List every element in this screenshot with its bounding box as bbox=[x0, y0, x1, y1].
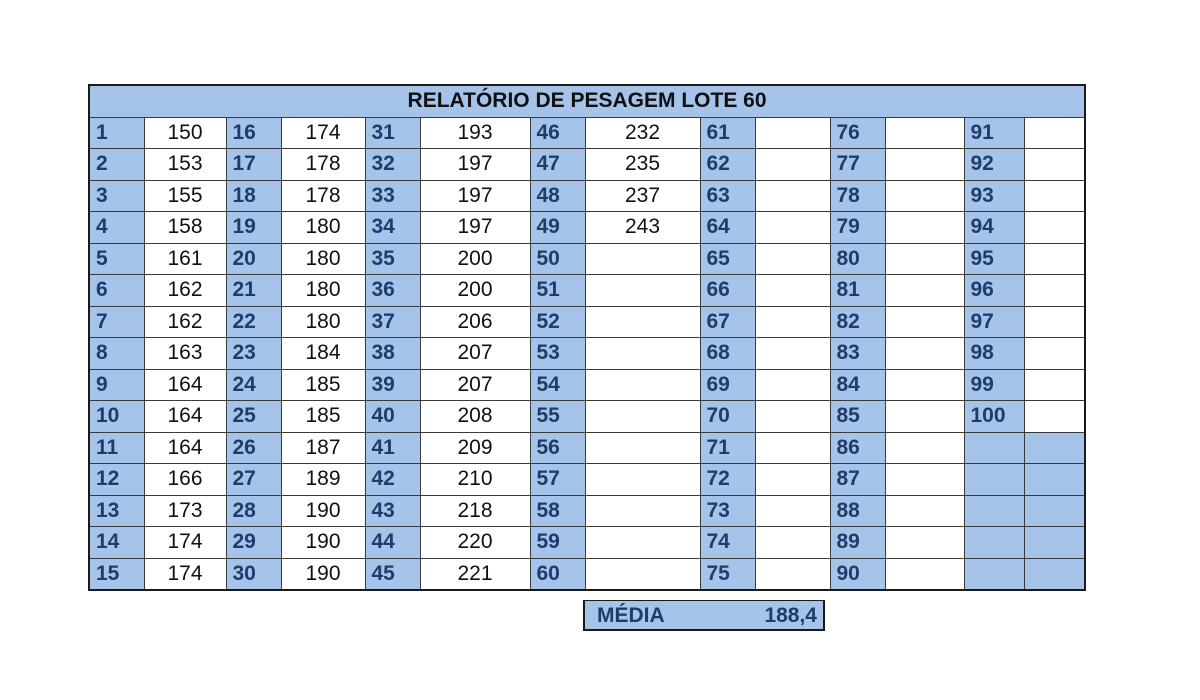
weight-cell: 162 bbox=[144, 275, 226, 307]
weight-cell: 243 bbox=[585, 212, 700, 244]
weight-cell bbox=[885, 275, 964, 307]
animal-number-cell: 41 bbox=[365, 432, 420, 464]
weight-cell: 180 bbox=[281, 243, 365, 275]
average-label: MÉDIA bbox=[597, 604, 665, 627]
weight-cell: 235 bbox=[585, 149, 700, 181]
animal-number-cell: 21 bbox=[226, 275, 281, 307]
weight-cell: 197 bbox=[420, 212, 530, 244]
animal-number-cell: 38 bbox=[365, 338, 420, 370]
animal-number-cell: 92 bbox=[964, 149, 1024, 181]
weight-cell: 150 bbox=[144, 117, 226, 149]
animal-number-cell: 80 bbox=[830, 243, 885, 275]
weight-cell bbox=[585, 369, 700, 401]
weight-cell bbox=[1024, 464, 1085, 496]
animal-number-cell: 100 bbox=[964, 401, 1024, 433]
animal-number-cell: 58 bbox=[530, 495, 585, 527]
weight-cell: 158 bbox=[144, 212, 226, 244]
table-row bbox=[89, 212, 1085, 244]
weight-cell bbox=[1024, 338, 1085, 370]
weight-cell bbox=[755, 243, 830, 275]
weight-cell: 180 bbox=[281, 275, 365, 307]
weight-cell bbox=[885, 464, 964, 496]
animal-number-cell: 22 bbox=[226, 306, 281, 338]
animal-number-cell: 11 bbox=[89, 432, 144, 464]
animal-number-cell: 27 bbox=[226, 464, 281, 496]
table-row bbox=[89, 306, 1085, 338]
animal-number-cell: 47 bbox=[530, 149, 585, 181]
animal-number-cell: 84 bbox=[830, 369, 885, 401]
animal-number-cell: 99 bbox=[964, 369, 1024, 401]
weight-cell bbox=[755, 275, 830, 307]
weight-cell bbox=[755, 212, 830, 244]
table-row bbox=[89, 432, 1085, 464]
weight-cell: 190 bbox=[281, 527, 365, 559]
table-row bbox=[89, 495, 1085, 527]
animal-number-cell: 39 bbox=[365, 369, 420, 401]
animal-number-cell: 14 bbox=[89, 527, 144, 559]
animal-number-cell: 23 bbox=[226, 338, 281, 370]
weight-cell: 207 bbox=[420, 369, 530, 401]
animal-number-cell: 57 bbox=[530, 464, 585, 496]
weight-cell: 184 bbox=[281, 338, 365, 370]
report-title: RELATÓRIO DE PESAGEM LOTE 60 bbox=[89, 85, 1085, 117]
weight-cell bbox=[1024, 306, 1085, 338]
weight-cell bbox=[1024, 527, 1085, 559]
animal-number-cell: 98 bbox=[964, 338, 1024, 370]
animal-number-cell: 25 bbox=[226, 401, 281, 433]
animal-number-cell: 52 bbox=[530, 306, 585, 338]
weight-cell: 161 bbox=[144, 243, 226, 275]
animal-number-cell: 13 bbox=[89, 495, 144, 527]
animal-number-cell: 62 bbox=[700, 149, 755, 181]
animal-number-cell: 79 bbox=[830, 212, 885, 244]
weight-cell bbox=[755, 369, 830, 401]
weight-cell bbox=[585, 464, 700, 496]
table-row bbox=[89, 401, 1085, 433]
animal-number-cell: 71 bbox=[700, 432, 755, 464]
table-row bbox=[89, 180, 1085, 212]
animal-number-cell: 46 bbox=[530, 117, 585, 149]
animal-number-cell: 12 bbox=[89, 464, 144, 496]
weight-cell bbox=[885, 527, 964, 559]
weight-cell: 190 bbox=[281, 558, 365, 590]
weight-cell bbox=[885, 338, 964, 370]
weight-cell: 237 bbox=[585, 180, 700, 212]
animal-number-cell: 53 bbox=[530, 338, 585, 370]
animal-number-cell: 29 bbox=[226, 527, 281, 559]
animal-number-cell: 87 bbox=[830, 464, 885, 496]
animal-number-cell: 95 bbox=[964, 243, 1024, 275]
weight-cell bbox=[755, 306, 830, 338]
animal-number-cell: 96 bbox=[964, 275, 1024, 307]
weight-cell: 210 bbox=[420, 464, 530, 496]
animal-number-cell: 34 bbox=[365, 212, 420, 244]
animal-number-cell: 48 bbox=[530, 180, 585, 212]
weight-cell: 206 bbox=[420, 306, 530, 338]
weight-cell bbox=[585, 558, 700, 590]
weight-cell: 180 bbox=[281, 306, 365, 338]
animal-number-cell: 20 bbox=[226, 243, 281, 275]
weight-cell: 178 bbox=[281, 149, 365, 181]
table-row bbox=[89, 243, 1085, 275]
table-row bbox=[89, 464, 1085, 496]
weight-cell: 189 bbox=[281, 464, 365, 496]
weight-cell bbox=[1024, 243, 1085, 275]
animal-number-cell: 42 bbox=[365, 464, 420, 496]
animal-number-cell: 44 bbox=[365, 527, 420, 559]
weight-cell bbox=[885, 180, 964, 212]
animal-number-cell: 91 bbox=[964, 117, 1024, 149]
animal-number-cell: 81 bbox=[830, 275, 885, 307]
animal-number-cell: 85 bbox=[830, 401, 885, 433]
animal-number-cell: 28 bbox=[226, 495, 281, 527]
table-row bbox=[89, 338, 1085, 370]
weight-cell: 220 bbox=[420, 527, 530, 559]
weight-cell bbox=[585, 401, 700, 433]
animal-number-cell: 74 bbox=[700, 527, 755, 559]
animal-number-cell bbox=[964, 527, 1024, 559]
animal-number-cell: 65 bbox=[700, 243, 755, 275]
animal-number-cell: 5 bbox=[89, 243, 144, 275]
animal-number-cell: 31 bbox=[365, 117, 420, 149]
animal-number-cell: 3 bbox=[89, 180, 144, 212]
animal-number-cell: 54 bbox=[530, 369, 585, 401]
weight-cell bbox=[885, 117, 964, 149]
animal-number-cell: 26 bbox=[226, 432, 281, 464]
weight-cell: 174 bbox=[144, 558, 226, 590]
weight-cell bbox=[1024, 180, 1085, 212]
animal-number-cell: 73 bbox=[700, 495, 755, 527]
animal-number-cell bbox=[964, 558, 1024, 590]
weight-cell: 163 bbox=[144, 338, 226, 370]
weighing-report-table bbox=[88, 84, 1086, 591]
animal-number-cell: 32 bbox=[365, 149, 420, 181]
weight-cell bbox=[585, 527, 700, 559]
animal-number-cell: 24 bbox=[226, 369, 281, 401]
weight-cell bbox=[1024, 369, 1085, 401]
weight-cell: 200 bbox=[420, 275, 530, 307]
table-row bbox=[89, 558, 1085, 590]
weight-cell bbox=[1024, 275, 1085, 307]
animal-number-cell: 83 bbox=[830, 338, 885, 370]
weight-cell bbox=[755, 149, 830, 181]
weight-cell: 178 bbox=[281, 180, 365, 212]
animal-number-cell: 36 bbox=[365, 275, 420, 307]
weight-cell bbox=[755, 432, 830, 464]
weight-cell: 155 bbox=[144, 180, 226, 212]
animal-number-cell bbox=[964, 495, 1024, 527]
weight-cell: 174 bbox=[281, 117, 365, 149]
table-row bbox=[89, 275, 1085, 307]
weight-cell: 162 bbox=[144, 306, 226, 338]
weight-cell bbox=[1024, 495, 1085, 527]
weight-cell: 180 bbox=[281, 212, 365, 244]
animal-number-cell: 93 bbox=[964, 180, 1024, 212]
animal-number-cell: 51 bbox=[530, 275, 585, 307]
weight-cell bbox=[585, 243, 700, 275]
weight-cell bbox=[885, 401, 964, 433]
animal-number-cell: 72 bbox=[700, 464, 755, 496]
weight-cell bbox=[1024, 432, 1085, 464]
animal-number-cell: 66 bbox=[700, 275, 755, 307]
animal-number-cell: 78 bbox=[830, 180, 885, 212]
animal-number-cell: 43 bbox=[365, 495, 420, 527]
weight-cell bbox=[585, 306, 700, 338]
weight-cell: 166 bbox=[144, 464, 226, 496]
weight-cell: 153 bbox=[144, 149, 226, 181]
weight-cell bbox=[755, 527, 830, 559]
weight-cell bbox=[755, 117, 830, 149]
animal-number-cell: 19 bbox=[226, 212, 281, 244]
animal-number-cell: 33 bbox=[365, 180, 420, 212]
animal-number-cell: 76 bbox=[830, 117, 885, 149]
animal-number-cell: 89 bbox=[830, 527, 885, 559]
animal-number-cell: 67 bbox=[700, 306, 755, 338]
animal-number-cell: 40 bbox=[365, 401, 420, 433]
weight-cell bbox=[885, 495, 964, 527]
weight-cell bbox=[585, 275, 700, 307]
weight-cell: 232 bbox=[585, 117, 700, 149]
table-row bbox=[89, 117, 1085, 149]
animal-number-cell: 60 bbox=[530, 558, 585, 590]
average-box bbox=[583, 600, 825, 631]
animal-number-cell: 88 bbox=[830, 495, 885, 527]
weight-cell: 164 bbox=[144, 401, 226, 433]
weight-cell bbox=[1024, 149, 1085, 181]
animal-number-cell: 59 bbox=[530, 527, 585, 559]
weight-cell bbox=[755, 338, 830, 370]
weight-cell: 197 bbox=[420, 180, 530, 212]
animal-number-cell: 50 bbox=[530, 243, 585, 275]
table-row bbox=[89, 369, 1085, 401]
animal-number-cell: 1 bbox=[89, 117, 144, 149]
weight-cell: 164 bbox=[144, 432, 226, 464]
weight-cell: 193 bbox=[420, 117, 530, 149]
animal-number-cell: 64 bbox=[700, 212, 755, 244]
average-value: 188,4 bbox=[764, 604, 817, 627]
animal-number-cell: 82 bbox=[830, 306, 885, 338]
animal-number-cell: 68 bbox=[700, 338, 755, 370]
weight-cell bbox=[755, 401, 830, 433]
weight-cell: 174 bbox=[144, 527, 226, 559]
animal-number-cell: 16 bbox=[226, 117, 281, 149]
animal-number-cell bbox=[964, 432, 1024, 464]
animal-number-cell: 45 bbox=[365, 558, 420, 590]
animal-number-cell: 2 bbox=[89, 149, 144, 181]
weight-cell bbox=[885, 149, 964, 181]
weight-cell bbox=[585, 432, 700, 464]
animal-number-cell: 9 bbox=[89, 369, 144, 401]
animal-number-cell: 77 bbox=[830, 149, 885, 181]
weight-cell: 190 bbox=[281, 495, 365, 527]
report-body bbox=[89, 117, 1085, 590]
animal-number-cell: 69 bbox=[700, 369, 755, 401]
weight-cell bbox=[885, 558, 964, 590]
animal-number-cell: 6 bbox=[89, 275, 144, 307]
weight-cell bbox=[885, 306, 964, 338]
weight-cell bbox=[885, 432, 964, 464]
animal-number-cell: 56 bbox=[530, 432, 585, 464]
weight-cell: 197 bbox=[420, 149, 530, 181]
animal-number-cell: 35 bbox=[365, 243, 420, 275]
animal-number-cell: 17 bbox=[226, 149, 281, 181]
weight-cell: 200 bbox=[420, 243, 530, 275]
weight-cell bbox=[755, 464, 830, 496]
animal-number-cell: 7 bbox=[89, 306, 144, 338]
weight-cell bbox=[885, 369, 964, 401]
weight-cell bbox=[1024, 117, 1085, 149]
weight-cell: 207 bbox=[420, 338, 530, 370]
weight-cell bbox=[1024, 558, 1085, 590]
weight-cell bbox=[585, 495, 700, 527]
weight-cell bbox=[885, 243, 964, 275]
animal-number-cell: 75 bbox=[700, 558, 755, 590]
animal-number-cell: 55 bbox=[530, 401, 585, 433]
weight-cell bbox=[755, 180, 830, 212]
weight-cell bbox=[1024, 212, 1085, 244]
weight-cell: 209 bbox=[420, 432, 530, 464]
weight-cell bbox=[755, 558, 830, 590]
animal-number-cell: 94 bbox=[964, 212, 1024, 244]
weight-cell: 164 bbox=[144, 369, 226, 401]
animal-number-cell: 18 bbox=[226, 180, 281, 212]
animal-number-cell: 4 bbox=[89, 212, 144, 244]
animal-number-cell: 70 bbox=[700, 401, 755, 433]
weight-cell bbox=[755, 495, 830, 527]
animal-number-cell: 61 bbox=[700, 117, 755, 149]
table-row bbox=[89, 149, 1085, 181]
animal-number-cell: 8 bbox=[89, 338, 144, 370]
weight-cell: 187 bbox=[281, 432, 365, 464]
animal-number-cell: 86 bbox=[830, 432, 885, 464]
animal-number-cell: 30 bbox=[226, 558, 281, 590]
animal-number-cell: 97 bbox=[964, 306, 1024, 338]
weight-cell: 208 bbox=[420, 401, 530, 433]
weight-cell bbox=[585, 338, 700, 370]
weight-cell: 221 bbox=[420, 558, 530, 590]
weight-cell bbox=[885, 212, 964, 244]
weight-cell: 173 bbox=[144, 495, 226, 527]
animal-number-cell: 49 bbox=[530, 212, 585, 244]
weight-cell: 218 bbox=[420, 495, 530, 527]
weight-cell: 185 bbox=[281, 401, 365, 433]
animal-number-cell: 90 bbox=[830, 558, 885, 590]
animal-number-cell: 37 bbox=[365, 306, 420, 338]
title-row bbox=[89, 85, 1085, 117]
animal-number-cell bbox=[964, 464, 1024, 496]
weight-cell: 185 bbox=[281, 369, 365, 401]
animal-number-cell: 10 bbox=[89, 401, 144, 433]
animal-number-cell: 63 bbox=[700, 180, 755, 212]
animal-number-cell: 15 bbox=[89, 558, 144, 590]
table-row bbox=[89, 527, 1085, 559]
weight-cell bbox=[1024, 401, 1085, 433]
